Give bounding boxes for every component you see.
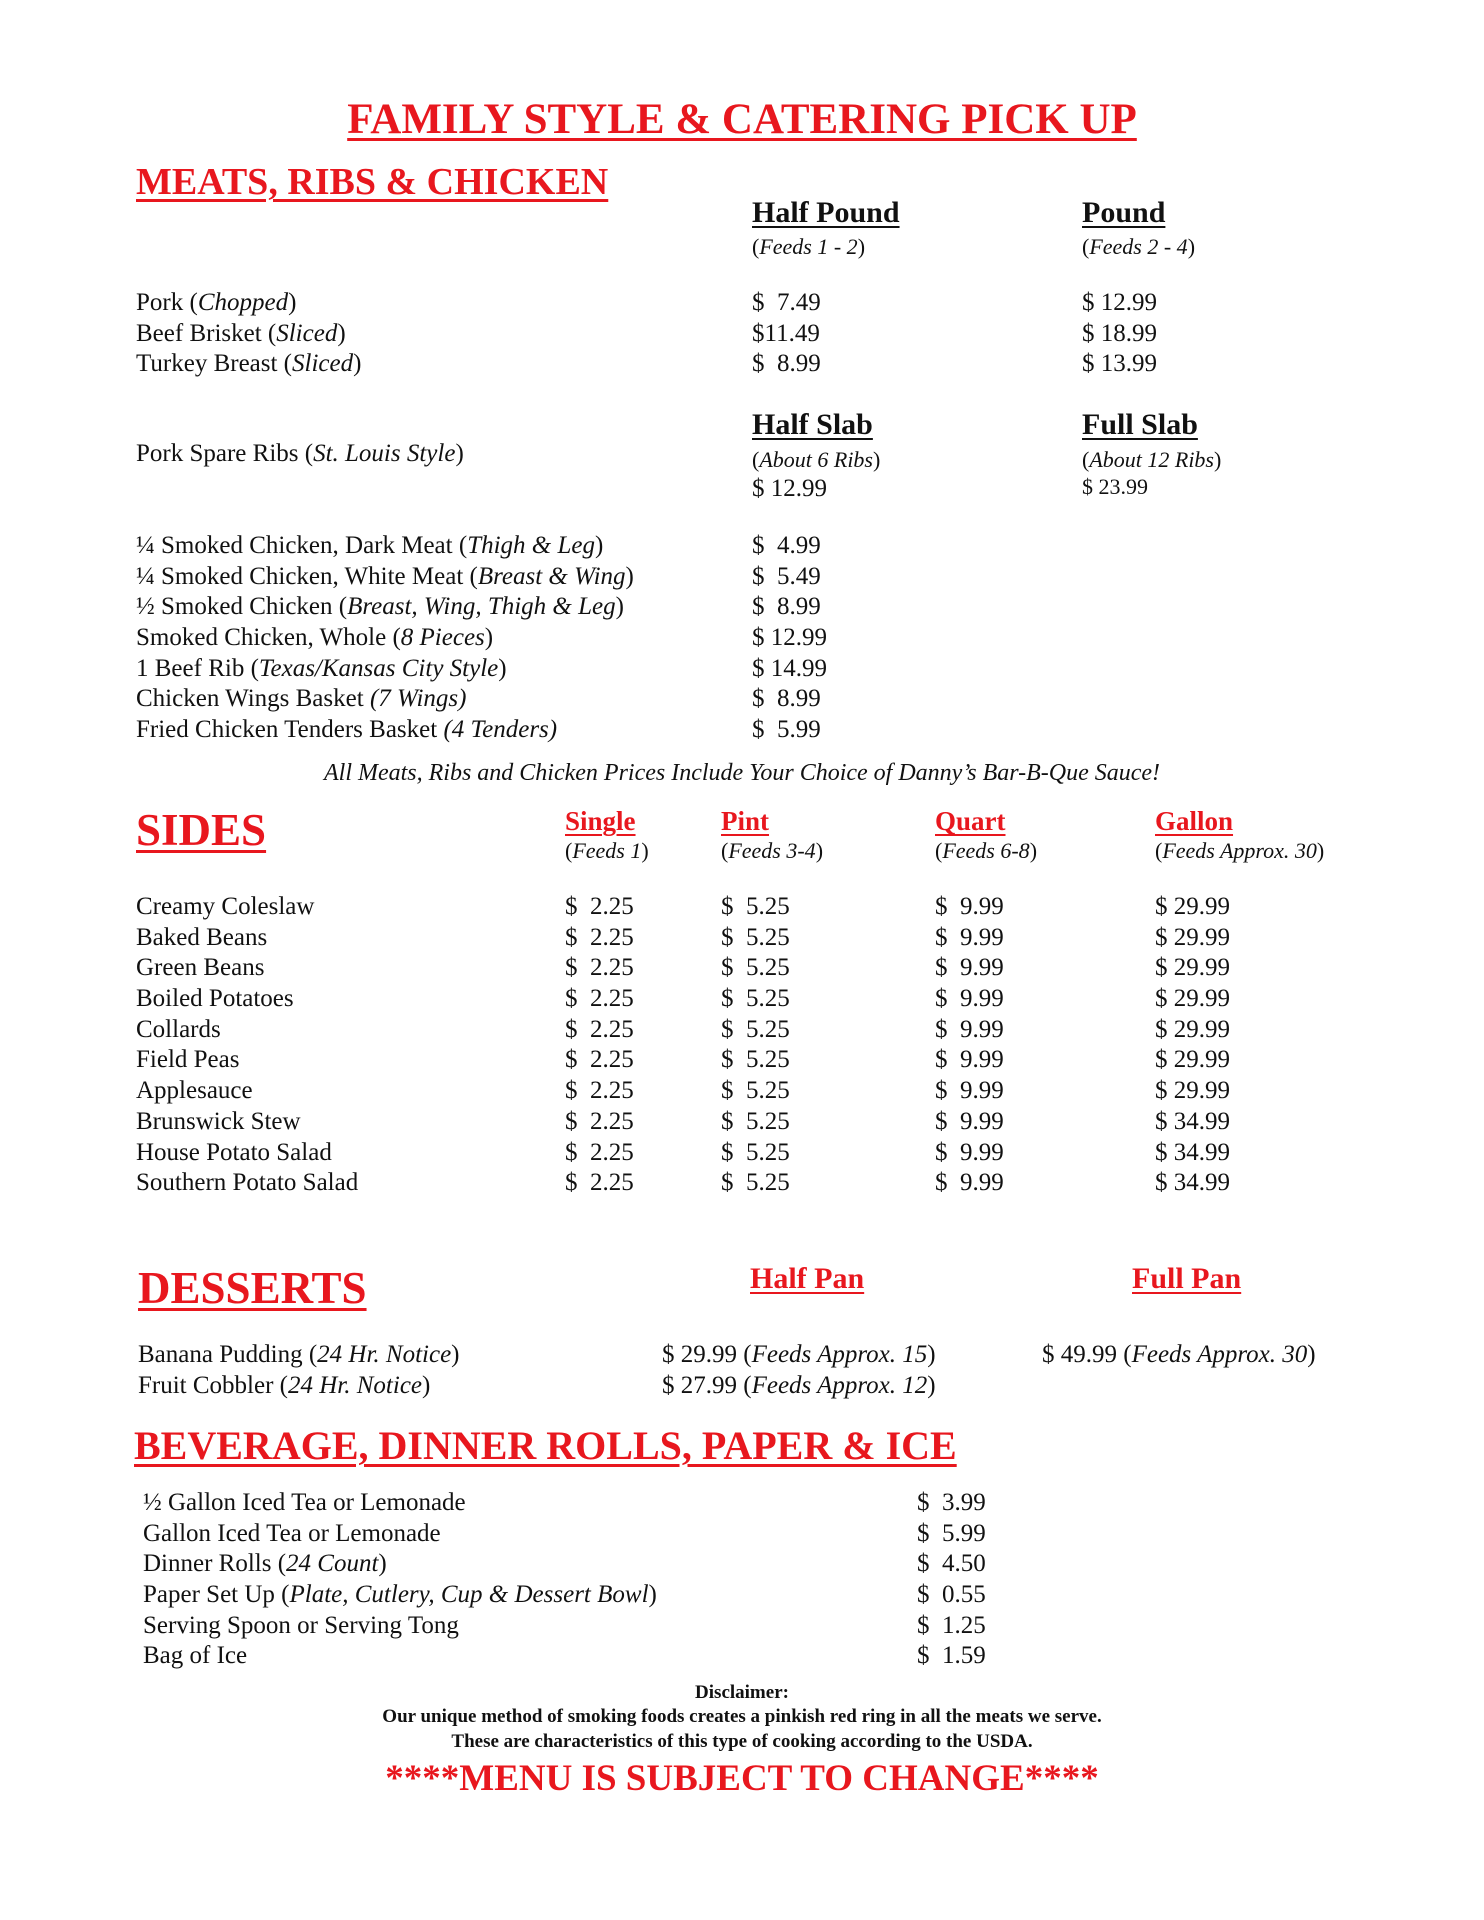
col-gallon-feeds: (Feeds Approx. 30) <box>1155 838 1325 863</box>
price: $ 2.25 <box>565 1169 634 1197</box>
full-slab-note: (About 12 Ribs) <box>1082 447 1222 472</box>
price: $ 29.99 <box>1155 985 1230 1013</box>
list-item: Chicken Wings Basket (7 Wings) <box>136 685 467 713</box>
price: $ 5.99 <box>752 716 821 744</box>
col-half-pound-feeds: (Feeds 1 - 2) <box>752 234 866 259</box>
price: $ 13.99 <box>1082 350 1157 378</box>
price: $ 2.25 <box>565 1138 634 1166</box>
price: $11.49 <box>752 319 820 347</box>
sides-single-prices <box>565 892 634 1199</box>
desserts-names <box>138 1340 460 1401</box>
sides-quart-prices <box>935 892 1004 1199</box>
list-item: Gallon Iced Tea or Lemonade <box>143 1519 441 1547</box>
price: $ 4.99 <box>752 532 821 559</box>
col-pint-feeds: (Feeds 3-4) <box>721 838 824 863</box>
list-item: Field Peas <box>136 1046 240 1074</box>
col-full-slab: Full Slab <box>1082 408 1198 441</box>
price: $ 18.99 <box>1082 319 1157 347</box>
price: $ 14.99 <box>752 654 827 682</box>
col-pint: Pint <box>721 806 770 836</box>
price: $ 29.99 <box>1155 954 1230 982</box>
price: $ 29.99 <box>1155 1015 1230 1043</box>
price: $ 2.25 <box>565 923 634 951</box>
price: $ 5.25 <box>721 1107 790 1135</box>
price: $ 5.25 <box>721 1015 790 1043</box>
price: $ 9.99 <box>935 923 1004 951</box>
col-half-pound: Half Pound <box>752 196 900 229</box>
price: $ 5.25 <box>721 1169 790 1197</box>
ribs-item: Pork Spare Ribs (St. Louis Style) <box>136 440 464 467</box>
meats-pound-prices <box>1082 288 1157 380</box>
price: $ 2.25 <box>565 954 634 982</box>
price: $ 1.25 <box>917 1611 986 1639</box>
col-quart: Quart <box>935 806 1006 836</box>
price: $ 8.99 <box>752 350 821 378</box>
price: $ 5.25 <box>721 1046 790 1074</box>
list-item: Smoked Chicken, Whole (8 Pieces) <box>136 624 494 652</box>
price: $ 27.99 (Feeds Approx. 12) <box>662 1371 936 1399</box>
price: $ 9.99 <box>935 1077 1004 1105</box>
list-item: Fruit Cobbler (24 Hr. Notice) <box>138 1371 431 1399</box>
price: $ 9.99 <box>935 893 1004 920</box>
list-item: House Potato Salad <box>136 1138 332 1166</box>
price: $ 34.99 <box>1155 1107 1230 1135</box>
col-full-pan: Full Pan <box>1132 1262 1242 1295</box>
price: $ 29.99 <box>1155 923 1230 951</box>
price: $ 5.49 <box>752 562 821 590</box>
desserts-heading: DESSERTS <box>138 1263 367 1313</box>
price: $ 29.99 <box>1155 1077 1230 1105</box>
price: $ 5.25 <box>721 923 790 951</box>
page-title: FAMILY STYLE & CATERING PICK UP <box>347 96 1137 143</box>
price: $ 2.25 <box>565 1015 634 1043</box>
price: $ 5.25 <box>721 1077 790 1105</box>
price: $ 3.99 <box>917 1489 986 1516</box>
sides-pint-prices <box>721 892 790 1199</box>
col-single-feeds: (Feeds 1) <box>565 838 649 863</box>
list-item: Turkey Breast (Sliced) <box>136 350 362 378</box>
beverage-heading: BEVERAGE, DINNER ROLLS, PAPER & ICE <box>134 1423 957 1468</box>
price: $ 5.25 <box>721 893 790 920</box>
list-item: Pork (Chopped) <box>136 289 297 316</box>
price: $ 9.99 <box>935 1046 1004 1074</box>
beverage-prices <box>917 1488 986 1672</box>
sides-heading: SIDES <box>136 805 267 855</box>
price: $ 9.99 <box>935 985 1004 1013</box>
price: $ 8.99 <box>752 685 821 713</box>
list-item: ¼ Smoked Chicken, Dark Meat (Thigh & Leg) <box>136 532 604 559</box>
chicken-prices <box>752 531 827 746</box>
list-item: Fried Chicken Tenders Basket (4 Tenders) <box>136 716 558 744</box>
desserts-half-prices <box>662 1340 936 1401</box>
list-item: Southern Potato Salad <box>136 1169 359 1197</box>
price: $ 29.99 <box>1155 893 1230 920</box>
list-item: Dinner Rolls (24 Count) <box>143 1550 387 1578</box>
meats-heading: MEATS, RIBS & CHICKEN <box>136 161 609 203</box>
desserts-full-prices <box>1042 1340 1316 1371</box>
price: $ 5.25 <box>721 1138 790 1166</box>
col-quart-feeds: (Feeds 6-8) <box>935 838 1038 863</box>
chicken-names <box>136 531 634 746</box>
price: $ 5.25 <box>721 985 790 1013</box>
list-item: Applesauce <box>136 1077 253 1105</box>
price: $ 12.99 <box>1082 289 1157 316</box>
half-slab-price: $ 12.99 <box>752 475 827 502</box>
price: $ 12.99 <box>752 624 827 652</box>
price: $ 2.25 <box>565 1077 634 1105</box>
list-item: Paper Set Up (Plate, Cutlery, Cup & Dessert Bowl) <box>143 1581 657 1609</box>
list-item: Green Beans <box>136 954 265 982</box>
list-item: Brunswick Stew <box>136 1107 301 1135</box>
col-half-slab: Half Slab <box>752 408 873 441</box>
price: $ 8.99 <box>752 593 821 621</box>
price: $ 1.59 <box>917 1642 986 1670</box>
price: $ 29.99 <box>1155 1046 1230 1074</box>
sauce-note: All Meats, Ribs and Chicken Prices Include Your Choice of Danny’s Bar-B-Que Sauce! <box>323 760 1161 786</box>
meats-half-prices <box>752 288 821 380</box>
list-item: Boiled Potatoes <box>136 985 294 1013</box>
beverage-names <box>143 1488 657 1672</box>
list-item: Collards <box>136 1015 221 1043</box>
price: $ 9.99 <box>935 1169 1004 1197</box>
price: $ 7.49 <box>752 289 821 316</box>
price: $ 29.99 (Feeds Approx. 15) <box>662 1341 936 1368</box>
list-item: ¼ Smoked Chicken, White Meat (Breast & Wing) <box>136 562 634 590</box>
price: $ 9.99 <box>935 1138 1004 1166</box>
disclaimer-line-1: Our unique method of smoking foods creates a pinkish red ring in all the meats we serve. <box>382 1706 1102 1727</box>
price: $ 9.99 <box>935 1015 1004 1043</box>
price: $ 4.50 <box>917 1550 986 1578</box>
disclaimer-label: Disclaimer: <box>695 1682 789 1703</box>
price: $ 9.99 <box>935 954 1004 982</box>
price: $ 49.99 (Feeds Approx. 30) <box>1042 1341 1316 1368</box>
sides-gallon-prices <box>1155 892 1230 1199</box>
col-half-pan: Half Pan <box>750 1262 865 1295</box>
col-single: Single <box>565 806 636 836</box>
sides-names <box>136 892 358 1199</box>
price: $ 9.99 <box>935 1107 1004 1135</box>
full-slab-price: $ 23.99 <box>1082 474 1148 499</box>
meats-names <box>136 288 361 380</box>
list-item: Bag of Ice <box>143 1642 248 1670</box>
menu-change-notice: ****MENU IS SUBJECT TO CHANGE**** <box>385 1758 1099 1799</box>
list-item: Creamy Coleslaw <box>136 893 315 920</box>
list-item: ½ Gallon Iced Tea or Lemonade <box>143 1489 466 1516</box>
price: $ 34.99 <box>1155 1138 1230 1166</box>
price: $ 34.99 <box>1155 1169 1230 1197</box>
disclaimer-line-2: These are characteristics of this type of cooking according to the USDA. <box>451 1731 1033 1752</box>
half-slab-note: (About 6 Ribs) <box>752 447 881 472</box>
price: $ 5.99 <box>917 1519 986 1547</box>
price: $ 2.25 <box>565 1107 634 1135</box>
price: $ 2.25 <box>565 893 634 920</box>
list-item: Banana Pudding (24 Hr. Notice) <box>138 1341 460 1368</box>
list-item: Beef Brisket (Sliced) <box>136 319 346 347</box>
col-pound: Pound <box>1082 196 1166 229</box>
col-pound-feeds: (Feeds 2 - 4) <box>1082 234 1196 259</box>
price: $ 0.55 <box>917 1581 986 1609</box>
list-item: ½ Smoked Chicken (Breast, Wing, Thigh & Leg) <box>136 593 624 621</box>
list-item: Serving Spoon or Serving Tong <box>143 1611 459 1639</box>
price: $ 5.25 <box>721 954 790 982</box>
price: $ 2.25 <box>565 1046 634 1074</box>
list-item: 1 Beef Rib (Texas/Kansas City Style) <box>136 654 507 682</box>
col-gallon: Gallon <box>1155 806 1234 836</box>
list-item: Baked Beans <box>136 923 268 951</box>
price: $ 2.25 <box>565 985 634 1013</box>
